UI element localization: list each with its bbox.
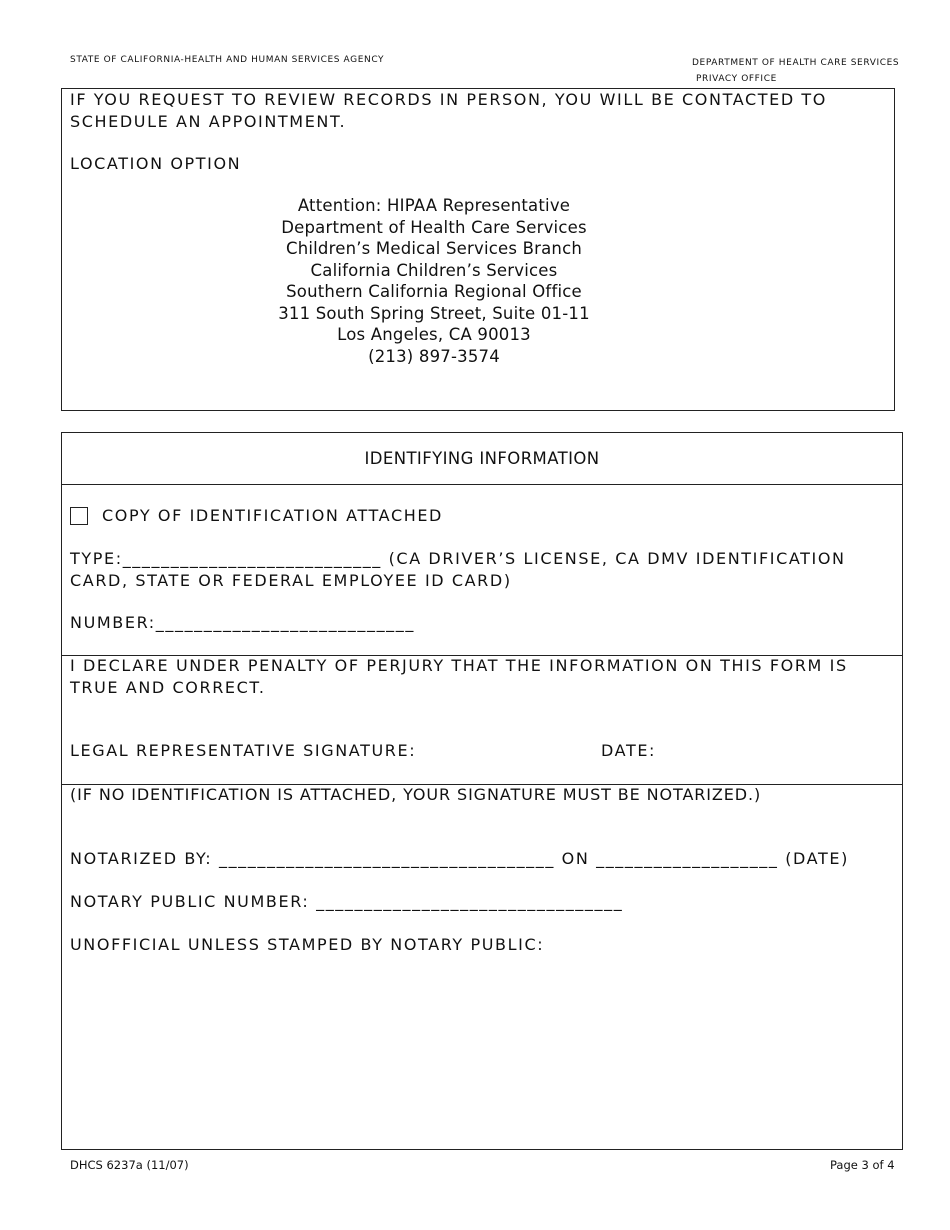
address-line: California Children’s Services <box>310 260 558 280</box>
address-line: Department of Health Care Services <box>281 217 587 237</box>
notary-stamp-label: UNOFFICIAL UNLESS STAMPED BY NOTARY PUBLIC: <box>70 935 545 954</box>
page-number: Page 3 of 4 <box>830 1158 895 1172</box>
id-type-field[interactable]: TYPE:___________________________ (CA DRIVER’S LICENSE, CA DMV IDENTIFICATION <box>70 549 846 568</box>
id-number-field[interactable]: NUMBER:___________________________ <box>70 613 415 632</box>
date-field[interactable]: DATE: <box>601 741 657 760</box>
perjury-declaration-line1: I DECLARE UNDER PENALTY OF PERJURY THAT THE INFORMATION ON THIS FORM IS <box>70 656 848 675</box>
records-notice-line1: IF YOU REQUEST TO REVIEW RECORDS IN PERSON, YOU WILL BE CONTACTED TO <box>70 90 827 109</box>
department-name: DEPARTMENT OF HEALTH CARE SERVICES <box>692 58 900 68</box>
records-review-box <box>61 88 895 411</box>
id-type-hint: CARD, STATE OR FEDERAL EMPLOYEE ID CARD) <box>70 570 512 590</box>
notarized-by-field[interactable]: NOTARIZED BY: ___________________________________ ON ___________________ (DATE) <box>70 849 849 868</box>
identifying-information-box <box>61 432 903 1150</box>
office-name: PRIVACY OFFICE <box>696 74 777 84</box>
signature-field[interactable]: LEGAL REPRESENTATIVE SIGNATURE: <box>70 741 417 760</box>
notary-number-field[interactable]: NOTARY PUBLIC NUMBER: ________________________________ <box>70 892 624 911</box>
address-line: Attention: HIPAA Representative <box>297 196 571 215</box>
address-line: Children’s Medical Services Branch <box>285 239 583 258</box>
address-line: (213) 897-3574 <box>368 346 500 366</box>
department-header <box>692 55 899 87</box>
perjury-declaration-line2: TRUE AND CORRECT. <box>70 677 266 697</box>
address-line: Los Angeles, CA 90013 <box>337 325 531 344</box>
form-id: DHCS 6237a (11/07) <box>70 1158 189 1172</box>
id-attached-checkbox[interactable] <box>70 507 88 525</box>
notary-notice: (IF NO IDENTIFICATION IS ATTACHED, YOUR SIGNATURE MUST BE NOTARIZED.) <box>70 785 762 804</box>
section-title: IDENTIFYING INFORMATION <box>62 433 902 485</box>
records-notice-line2: SCHEDULE AN APPOINTMENT. <box>70 111 347 131</box>
agency-header: STATE OF CALIFORNIA-HEALTH AND HUMAN SERVICES AGENCY <box>70 55 385 65</box>
id-attached-label: COPY OF IDENTIFICATION ATTACHED <box>102 506 443 525</box>
mailing-address <box>62 195 806 367</box>
address-line: Southern California Regional Office <box>286 282 582 301</box>
address-line: 311 South Spring Street, Suite 01-11 <box>278 303 590 323</box>
location-option-label: LOCATION OPTION <box>70 154 242 173</box>
